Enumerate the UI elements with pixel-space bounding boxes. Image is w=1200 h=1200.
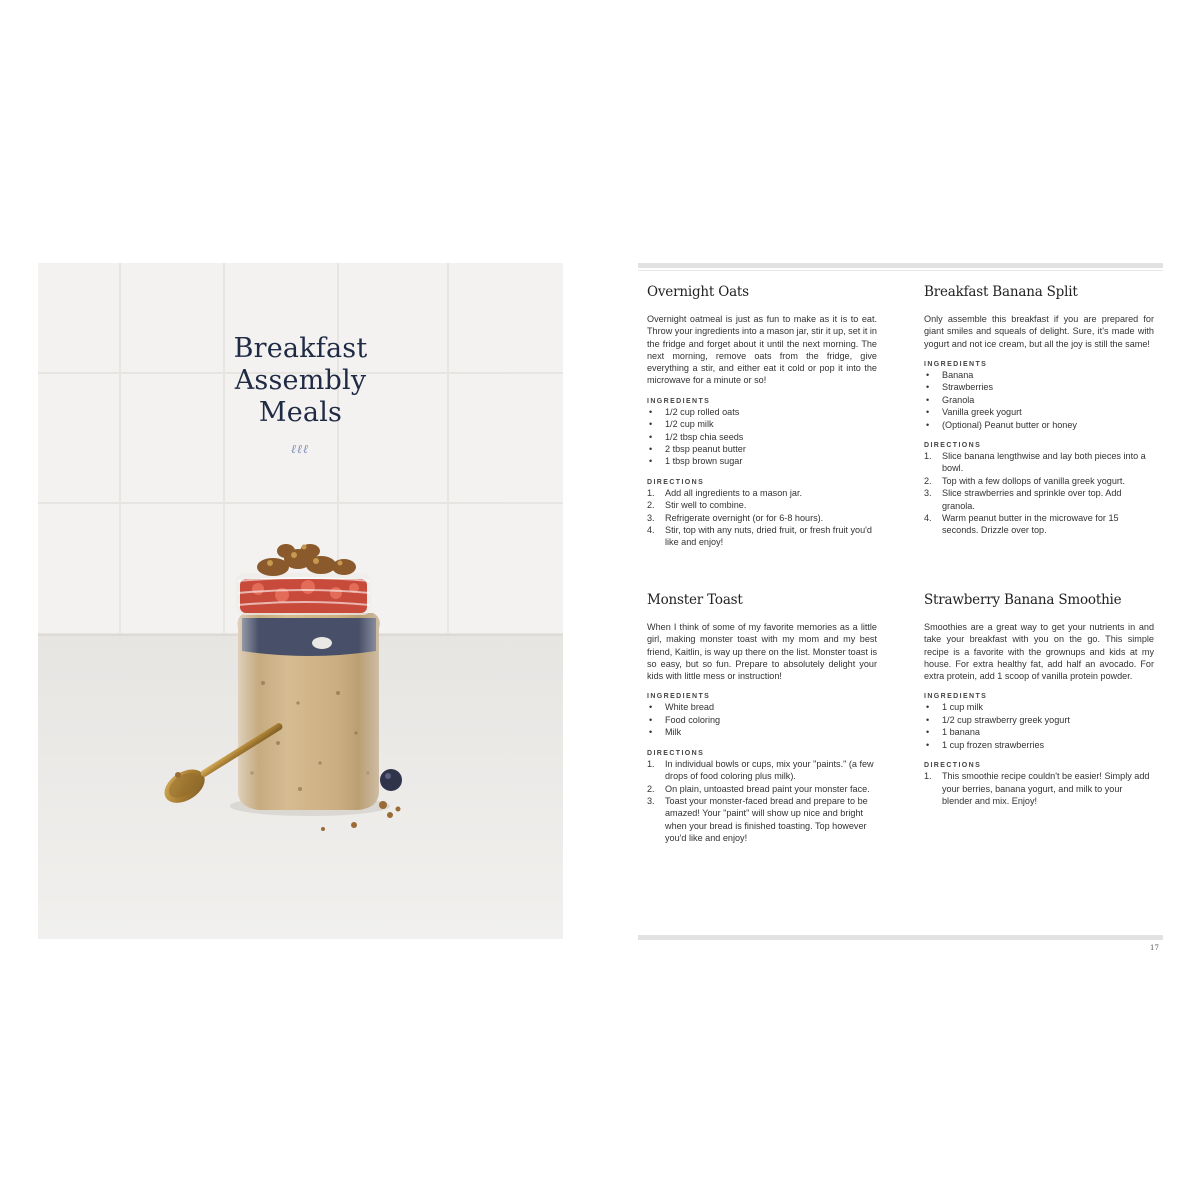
recipe-breakfast-banana-split	[924, 284, 1154, 537]
directions-heading: DIRECTIONS	[924, 441, 982, 449]
recipe-title: Monster Toast	[647, 592, 743, 608]
direction-step: 2. On plain, untoasted bread paint your monster face.	[647, 783, 870, 794]
chapter-title	[38, 333, 563, 429]
recipe-intro: Only assemble this breakfast if you are prepared for giant smiles and squeals of delight. Sure, it's made with yogurt and not ice cream, but all the joy is still the same!	[924, 314, 1154, 349]
direction-step: 1. This smoothie recipe couldn't be easier! Simply add your berries, banana yogurt, and milk to your blender and mix. Enjoy!	[924, 771, 1150, 806]
ingredient-item: • 1/2 cup milk	[647, 418, 877, 430]
recipe-overnight-oats	[647, 284, 877, 549]
direction-step: 2. Stir well to combine.	[647, 500, 747, 511]
ingredient-item: • (Optional) Peanut butter or honey	[924, 419, 1154, 431]
ingredients-list	[647, 406, 877, 468]
ingredient-item: • 1 banana	[924, 726, 1154, 738]
directions-list	[647, 487, 877, 549]
directions-list	[924, 770, 1154, 807]
direction-step: 1. Add all ingredients to a mason jar.	[647, 487, 802, 498]
ingredients-list	[924, 369, 1154, 431]
recipe-monster-toast	[647, 592, 877, 845]
ingredient-item: • Granola	[924, 394, 1154, 406]
decorative-flourish: ℓℓℓ	[291, 442, 309, 456]
ingredient-item: • 1 cup frozen strawberries	[924, 739, 1154, 751]
recipe-title: Overnight Oats	[647, 284, 749, 300]
ingredients-heading: INGREDIENTS	[647, 397, 711, 405]
ingredient-item: • 1 cup milk	[924, 701, 1154, 713]
page-number: 17	[1150, 944, 1159, 952]
recipe-intro: Smoothies are a great way to get your nutrients in and take your breakfast with you on the go. This simple recipe is a favorite with the grownups and kids at my house. For extra healthy fat, add half an avocado. For extra protein, add 1 scoop of vanilla protein powder.	[924, 622, 1154, 682]
direction-step: 1. In individual bowls or cups, mix your "paints." (a few drops of food coloring plus milk).	[647, 758, 874, 782]
recipe-title: Strawberry Banana Smoothie	[924, 592, 1122, 608]
recipe-strawberry-banana-smoothie	[924, 592, 1154, 807]
ingredient-item: • White bread	[647, 701, 877, 713]
directions-heading: DIRECTIONS	[647, 749, 705, 757]
ingredient-item: • 1/2 tbsp chia seeds	[647, 431, 877, 443]
ingredient-item: • 1/2 cup rolled oats	[647, 406, 877, 418]
ingredient-item: • 1/2 cup strawberry greek yogurt	[924, 714, 1154, 726]
directions-list	[647, 758, 877, 845]
ingredient-item: • Food coloring	[647, 714, 877, 726]
ingredients-heading: INGREDIENTS	[924, 360, 988, 368]
direction-step: 3. Toast your monster-faced bread and prepare to be amazed! Your "paint" will show up nice and bright when your bread is finished toasting. Top however you'd like and enjoy!	[647, 795, 868, 844]
ingredient-item: • Milk	[647, 726, 877, 738]
ingredients-heading: INGREDIENTS	[647, 693, 711, 701]
ingredient-item: • Banana	[924, 369, 1154, 381]
directions-list	[924, 450, 1154, 537]
direction-step: 4. Stir, top with any nuts, dried fruit, or fresh fruit you'd like and enjoy!	[647, 525, 872, 548]
recipe-intro: Overnight oatmeal is just as fun to make as it is to eat. Throw your ingredients into a mason jar, stir it up, set it in the fridge and forget about it until the next morning. The next morning, remove oats from the fridge, give everything a stir, and either eat it cold or pop it into the microwave for a minute or so!	[647, 314, 877, 386]
ingredient-item: • Vanilla greek yogurt	[924, 406, 1154, 418]
direction-step: 2. Top with a few dollops of vanilla greek yogurt.	[924, 475, 1125, 486]
bottom-rule	[638, 935, 1163, 940]
ingredients-list	[924, 701, 1154, 751]
recipe-intro: When I think of some of my favorite memories as a little girl, making monster toast with my mom and my best friend, Kaitlin, is way up there on the list. Monster toast is so easy, but so fun. Prepare to absolutely delight your kids with little mess or instruction!	[647, 622, 877, 682]
recipe-title: Breakfast Banana Split	[924, 284, 1078, 300]
directions-heading: DIRECTIONS	[924, 762, 982, 770]
ingredient-item: • Strawberries	[924, 381, 1154, 393]
directions-heading: DIRECTIONS	[647, 478, 705, 486]
ingredient-item: • 2 tbsp peanut butter	[647, 443, 877, 455]
direction-step: 1. Slice banana lengthwise and lay both pieces into a bowl.	[924, 450, 1146, 474]
ingredients-list	[647, 701, 877, 738]
chapter-title-line: Meals	[258, 397, 343, 428]
chapter-title-line: Assembly	[234, 365, 367, 396]
direction-step: 3. Slice strawberries and sprinkle over top. Add granola.	[924, 488, 1122, 511]
chapter-photo-page	[38, 263, 563, 939]
direction-step: 4. Warm peanut butter in the microwave for 15 seconds. Drizzle over top.	[924, 512, 1119, 536]
ingredient-item: • 1 tbsp brown sugar	[647, 455, 877, 467]
chapter-title-line: Breakfast	[233, 333, 368, 364]
ingredients-heading: INGREDIENTS	[924, 693, 988, 701]
top-rule	[638, 263, 1163, 268]
direction-step: 3. Refrigerate overnight (or for 6-8 hours).	[647, 512, 824, 523]
